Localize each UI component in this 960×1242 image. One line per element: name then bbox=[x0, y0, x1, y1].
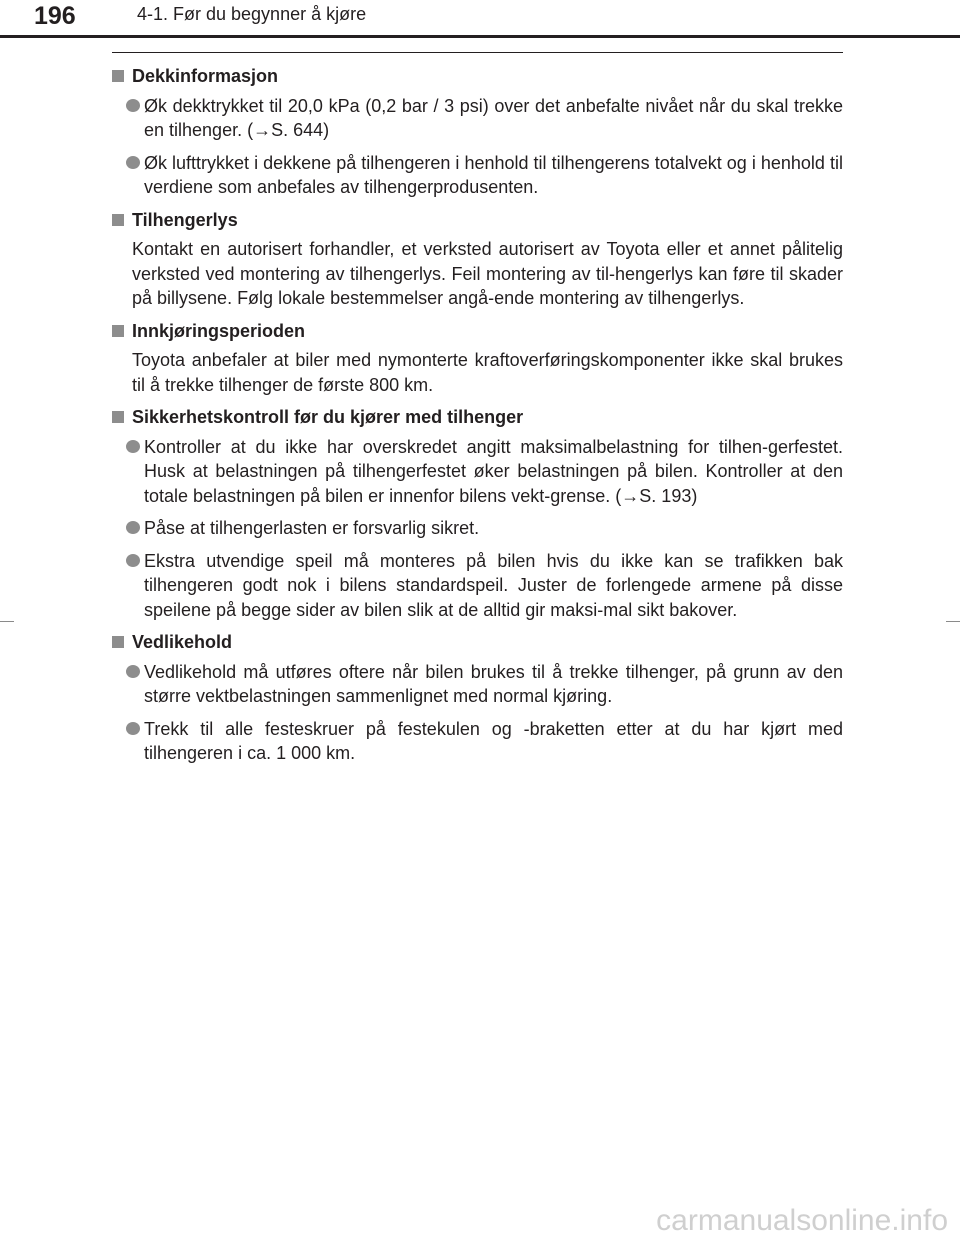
section-heading-text: Sikkerhetskontroll før du kjører med tilhenger bbox=[132, 407, 524, 427]
circle-bullet-icon bbox=[126, 156, 140, 169]
circle-bullet-icon bbox=[126, 521, 140, 534]
section-sikkerhetskontroll bbox=[112, 405, 843, 622]
list-item-text: Påse at tilhengerlasten er forsvarlig sikret. bbox=[144, 518, 480, 538]
page-content bbox=[112, 64, 843, 774]
section-vedlikehold bbox=[112, 630, 843, 766]
crop-mark-right bbox=[946, 621, 960, 622]
square-bullet-icon bbox=[112, 70, 124, 82]
square-bullet-icon bbox=[112, 636, 124, 648]
list-item-text: Trekk til alle festeskruer på festekulen og -braketten etter at du har kjørt med tilhengeren i ca. 1 000 km. bbox=[144, 718, 843, 763]
list-item bbox=[126, 516, 843, 541]
list-item-text: Øk dekktrykket til 20,0 kPa (0,2 bar / 3 psi) over det anbefalte nivået når du skal trekke en tilhenger. (→S. 644) bbox=[144, 95, 843, 140]
chapter-title: 4-1. Før du begynner å kjøre bbox=[137, 4, 367, 24]
section-paragraph: Kontakt en autorisert forhandler, et verksted autorisert av Toyota eller et annet pålitelig verksted ved montering av tilhengerlys. Feil montering av til-hengerlys kan føre til skader på billysene. Følg lokale bestemmelser angå-ende montering av tilhengerlys. bbox=[132, 239, 843, 308]
section-tilhengerlys bbox=[112, 208, 843, 311]
page-number: 196 bbox=[34, 2, 76, 30]
list-item-text: Kontroller at du ikke har overskredet angitt maksimalbelastning for tilhen-gerfestet. Husk at belastningen på tilhengerfestet øker belastningen på bilen. Kontroller at den totale belastningen på bilen er innenfor bilens vekt-grense. (→S. 193) bbox=[144, 436, 843, 506]
section-innkjoringsperioden bbox=[112, 319, 843, 398]
circle-bullet-icon bbox=[126, 99, 140, 112]
section-heading-text: Tilhengerlys bbox=[132, 209, 238, 230]
list-item bbox=[126, 94, 843, 143]
content-rule bbox=[112, 52, 843, 53]
section-heading bbox=[112, 208, 843, 233]
section-dekkinformasjon bbox=[112, 64, 843, 200]
section-heading-text: Dekkinformasjon bbox=[132, 66, 279, 86]
header-rule bbox=[0, 35, 960, 38]
list-item-text: Øk lufttrykket i dekkene på tilhengeren i henhold til tilhengerens totalvekt og i henhold til verdiene som anbefales av tilhengerprodusenten. bbox=[144, 152, 843, 197]
list-item-text: Vedlikehold må utføres oftere når bilen brukes til å trekke tilhenger, på grunn av den større vektbelastningen sammenlignet med normal kjøring. bbox=[144, 661, 843, 706]
circle-bullet-icon bbox=[126, 440, 140, 453]
circle-bullet-icon bbox=[126, 665, 140, 678]
square-bullet-icon bbox=[112, 325, 124, 337]
list-item-text: Ekstra utvendige speil må monteres på bilen hvis du ikke kan se trafikken bak tilhengeren godt nok i bilens standardspeil. Juster de forlengede armene på disse speilene på begge sider av bilen slik at de alltid gir maksi-mal sikt bakover. bbox=[144, 550, 843, 620]
list-item bbox=[126, 660, 843, 709]
section-heading bbox=[112, 319, 843, 344]
square-bullet-icon bbox=[112, 411, 124, 423]
list-item bbox=[126, 717, 843, 766]
list-item bbox=[126, 435, 843, 509]
section-heading-text: Innkjøringsperioden bbox=[132, 320, 306, 341]
section-heading bbox=[112, 64, 843, 89]
square-bullet-icon bbox=[112, 214, 124, 226]
circle-bullet-icon bbox=[126, 722, 140, 735]
section-heading bbox=[112, 405, 843, 430]
crop-mark-left bbox=[0, 621, 14, 622]
watermark-text: carmanualsonline.info bbox=[656, 1204, 948, 1237]
section-heading-text: Vedlikehold bbox=[132, 632, 233, 652]
circle-bullet-icon bbox=[126, 554, 140, 567]
list-item bbox=[126, 151, 843, 200]
section-paragraph: Toyota anbefaler at biler med nymonterte kraftoverføringskomponenter ikke skal brukes til å trekke tilhenger de første 800 km. bbox=[132, 350, 843, 395]
list-item bbox=[126, 549, 843, 623]
section-heading bbox=[112, 630, 843, 655]
